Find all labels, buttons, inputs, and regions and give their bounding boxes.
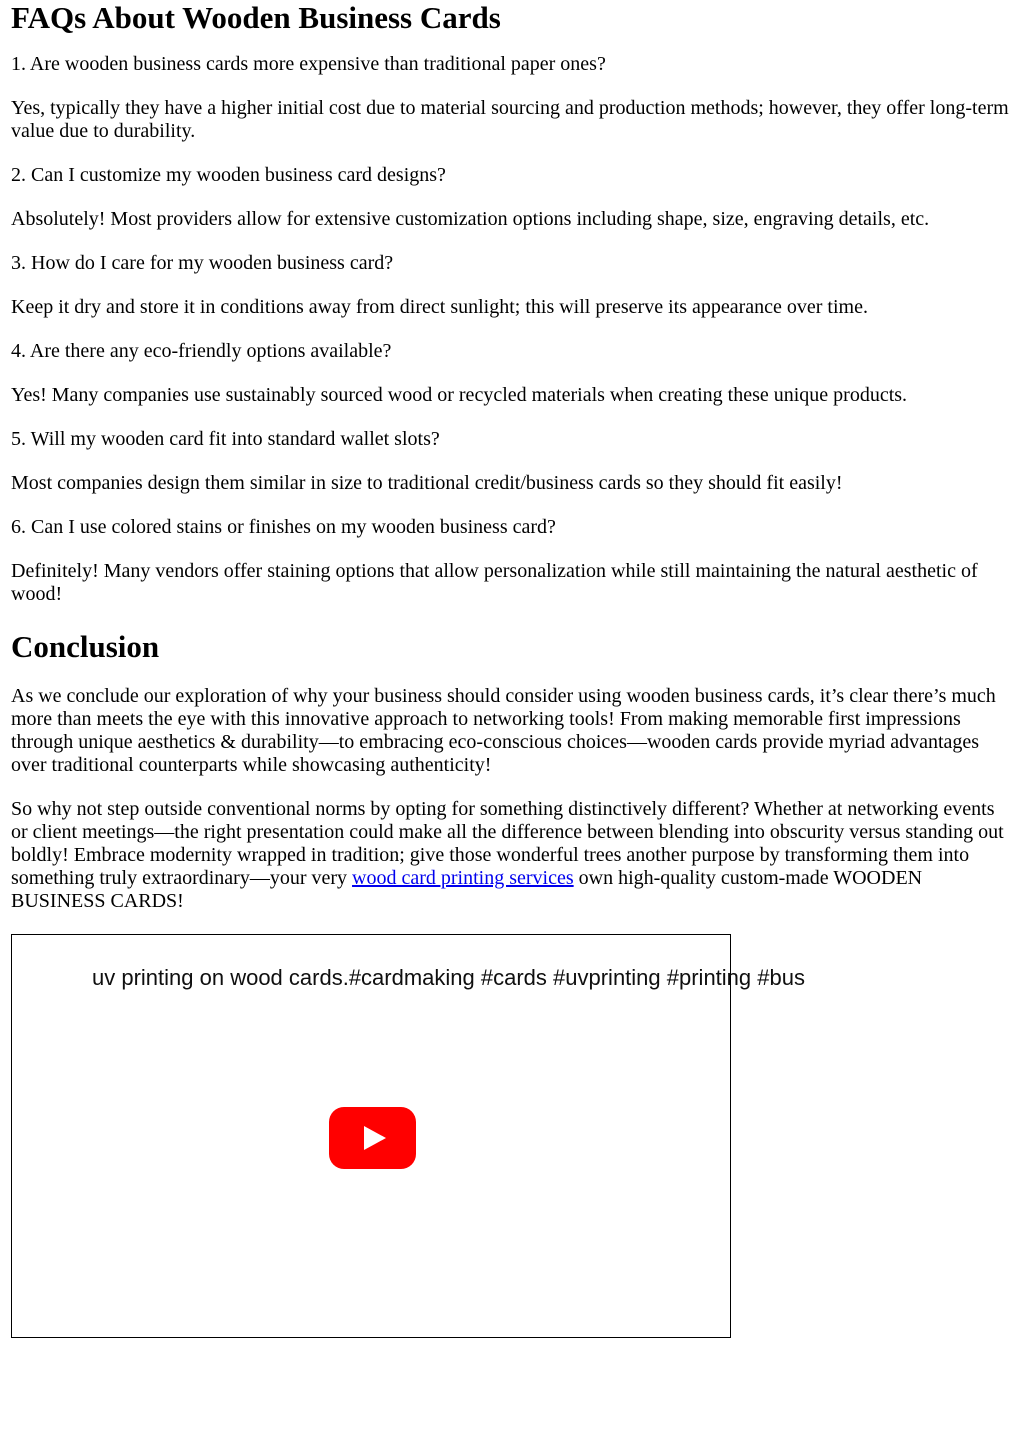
faq-answer-6: Definitely! Many vendors offer staining options that allow personalization while still maintaining the natural aesthetic of wood! xyxy=(11,560,978,605)
youtube-play-icon[interactable] xyxy=(329,1107,416,1169)
wood-card-printing-services-link[interactable]: wood card printing services xyxy=(352,867,574,889)
faq-answer-3: Keep it dry and store it in conditions away from direct sunlight; this will preserve its appearance over time. xyxy=(11,296,868,318)
faq-question-2: 2. Can I customize my wooden business card designs? xyxy=(11,164,446,186)
video-embed[interactable] xyxy=(11,934,805,1338)
conclusion-heading: Conclusion xyxy=(11,629,160,664)
faq-answer-5: Most companies design them similar in size to traditional credit/business cards so they should fit easily! xyxy=(11,472,843,494)
faq-answer-1: Yes, typically they have a higher initial cost due to material sourcing and production methods; however, they offer long-term value due to durability. xyxy=(11,97,1009,142)
faq-list xyxy=(11,53,1014,606)
faq-heading: FAQs About Wooden Business Cards xyxy=(11,0,501,35)
conclusion-paragraph-2 xyxy=(11,798,1014,913)
faq-question-3: 3. How do I care for my wooden business card? xyxy=(11,252,394,274)
video-title[interactable]: uv printing on wood cards.#cardmaking #cards #uvprinting #printing #bus xyxy=(92,965,805,990)
faq-question-4: 4. Are there any eco-friendly options available? xyxy=(11,340,392,362)
conclusion-paragraph-2-text-end: own high-quality custom-made WOODEN BUSINESS CARDS! xyxy=(11,867,923,912)
conclusion-paragraph-2-text-start: So why not step outside conventional norms by opting for something distinctively different? Whether at networking events or client meetings—the right presentation could make all the difference between blending into obscurity versus standing out boldly! Embrace modernity wrapped in tradition; give those wonderful trees another purpose by transforming them into something truly extraordinary—your very xyxy=(11,798,1004,889)
faq-answer-2: Absolutely! Most providers allow for extensive customization options including shape, size, engraving details, etc. xyxy=(11,208,930,230)
faq-question-1: 1. Are wooden business cards more expensive than traditional paper ones? xyxy=(11,53,606,75)
faq-question-5: 5. Will my wooden card fit into standard wallet slots? xyxy=(11,428,440,450)
conclusion-paragraph-1: As we conclude our exploration of why your business should consider using wooden business cards, it’s clear there’s much more than meets the eye with this innovative approach to networking tools! From making memorable first impressions through unique aesthetics & durability—to embracing eco-conscious choices—wooden cards provide myriad advantages over traditional counterparts while showcasing authenticity! xyxy=(11,685,996,776)
faq-question-6: 6. Can I use colored stains or finishes on my wooden business card? xyxy=(11,516,556,538)
faq-answer-4: Yes! Many companies use sustainably sourced wood or recycled materials when creating these unique products. xyxy=(11,384,908,406)
